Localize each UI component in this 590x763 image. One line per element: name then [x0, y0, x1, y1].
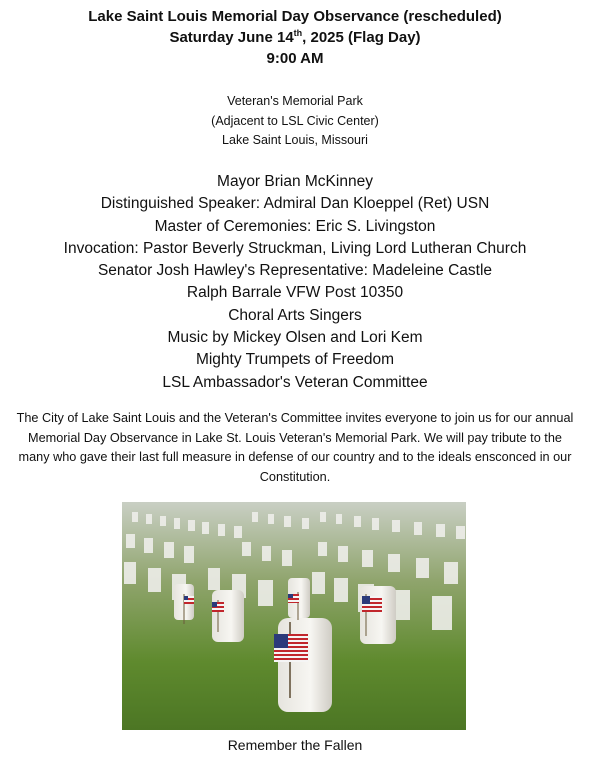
- event-date-suffix: th: [293, 28, 303, 38]
- event-time: 9:00 AM: [266, 50, 324, 67]
- program-item: Ralph Barrale VFW Post 10350: [186, 284, 404, 302]
- program-item: Invocation: Pastor Beverly Struckman, Living Lord Lutheran Church: [63, 239, 527, 257]
- venue-location: Lake Saint Louis, Missouri: [222, 133, 368, 147]
- event-title: Lake Saint Louis Memorial Day Observance (rescheduled): [88, 8, 502, 25]
- event-date: [0, 27, 590, 48]
- program-item: Mayor Brian McKinney: [217, 173, 373, 190]
- cemetery-photo: [122, 502, 466, 730]
- program-item: Music by Mickey Olsen and Lori Kem: [167, 329, 423, 347]
- venue-name: Veteran's Memorial Park: [227, 94, 363, 108]
- venue-note: (Adjacent to LSL Civic Center): [211, 113, 379, 128]
- program-item: LSL Ambassador's Veteran Committee: [162, 373, 428, 391]
- event-date-prefix: Saturday June 14: [169, 29, 294, 46]
- event-date-rest: , 2025 (Flag Day): [302, 29, 421, 46]
- program-item: Master of Ceremonies: Eric S. Livingston: [154, 217, 436, 235]
- program-item: Senator Josh Hawley's Representative: Madeleine Castle: [97, 262, 493, 280]
- invitation-paragraph: The City of Lake Saint Louis and the Veteran's Committee invites everyone to join us for our annual Memorial Day Observance in Lake St. Louis Veteran's Memorial Park. We will pay tribute to the many who gave their last full measure in defense of our country and to the ideals ensconced in our Constitution.: [16, 411, 574, 484]
- program-item: Mighty Trumpets of Freedom: [195, 351, 395, 369]
- venue-block: [0, 92, 590, 151]
- program-item: Distinguished Speaker: Admiral Dan Kloeppel (Ret) USN: [100, 195, 490, 213]
- program-item: Choral Arts Singers: [228, 306, 362, 324]
- program-list: [0, 171, 590, 394]
- photo-caption: Remember the Fallen: [227, 737, 363, 753]
- event-header: [0, 6, 590, 69]
